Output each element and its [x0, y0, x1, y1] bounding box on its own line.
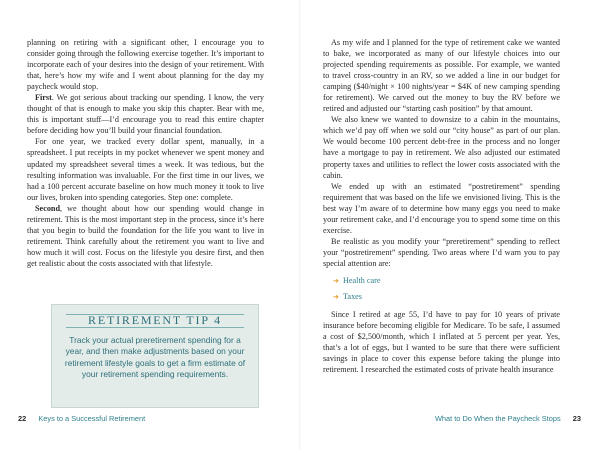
right-paragraph-5: Since I retired at age 55, I’d have to pay for 10 years of private insurance before becoming eligible for Medicare. To be safe, I assumed a cost of $2,500/month, which I inflated at 5 percent per year. Yes, that’s a lot of eggs, but I wanted to be sure that there were sufficient savings in place to cover this expense before taking the plunge into retirement. I researched the estimated costs of private health insurance — [323, 309, 560, 375]
right-paragraph-3: We ended up with an estimated “postretirement” spending requirement that was based on the life we envisioned living. This is the best way I’m aware of to determine how many eggs you need to make your retirement cake, and I’d encourage you to spend some time on this exercise. — [323, 181, 560, 235]
right-footer — [435, 414, 581, 423]
bullet-list — [333, 273, 560, 305]
right-page — [300, 0, 600, 450]
left-page-number: 22 — [18, 414, 27, 423]
lead-first: First — [35, 93, 52, 103]
right-page-number: 23 — [572, 414, 581, 423]
left-text-column — [27, 37, 264, 269]
arrow-bullet-icon: ➜ — [333, 292, 339, 301]
left-paragraph-4-text: , we thought about how our spending would change in retirement. This is the most important step in the process, since it’s here that you begin to build the foundation for the life you want to live in retirement. Think carefully about the retirement you want to live and how much it will cost. Focus on the lifestyle you desire first, and then get realistic about the costs associated with that lifestyle. — [27, 203, 264, 268]
left-running-head: Keys to a Successful Retirement — [38, 414, 146, 423]
left-paragraph-1: planning on retiring with a significant other, I encourage you to consider going through the following exercise together. It’s important to incorporate each of your desires into the design of your retirement. With that, here’s how my wife and I went about planning for the day my paycheck would stop. — [27, 38, 264, 92]
tip-text: Track your actual preretirement spending for a year, and then make adjustments based on your retirement lifestyle goals to get a firm estimate of your retirement spending requirements. — [64, 335, 246, 380]
left-paragraph-2-text: . We got serious about tracking our spending. I know, the very thought of that is enough to make you skip this chapter. Bear with me, this is important stuff—I’d encourage you to read this entire chapter before deciding how you’ll build your financial foundation. — [27, 93, 264, 136]
right-text-column — [323, 37, 560, 375]
arrow-bullet-icon: ➜ — [333, 276, 339, 285]
right-paragraph-1: As my wife and I planned for the type of retirement cake we wanted to bake, we incorporated as many of our lifestyle choices into our projected spending requirements as possible. For example, we wanted to travel cross-country in an RV, so we added a line in our budget for camping ($40/night × 100 nights/year = $4K of new camping spending for retirement). We carved out the money to buy the RV before we retired and adjusted our “starting cash position” by that amount. — [323, 38, 560, 114]
tip-title: RETIREMENT TIP 4 — [88, 313, 222, 327]
retirement-tip-box — [51, 304, 259, 408]
right-running-head: What to Do When the Paycheck Stops — [434, 414, 561, 423]
right-paragraph-4: Be realistic as you modify your “preretirement” spending to reflect your “postretirement” spending. Two areas where I’d warn you to pay special attention are: — [323, 236, 560, 268]
lead-second: Second — [35, 203, 61, 213]
left-footer — [18, 414, 145, 423]
list-item — [333, 273, 560, 289]
list-item — [333, 289, 560, 305]
tip-rule-bottom — [66, 327, 244, 328]
left-paragraph-4 — [27, 203, 264, 269]
bullet-health-care: Health care — [343, 275, 381, 285]
right-paragraph-2: We also knew we wanted to downsize to a cabin in the mountains, which we’d pay off when we sold our “city house” as part of our plan. We would become 100 percent debt-free in the process and no longer have a mortgage to pay in retirement. We also adjusted our estimated property taxes and utilities to reflect the lower costs associated with the cabin. — [323, 115, 560, 180]
left-paragraph-3: For one year, we tracked every dollar spent, manually, in a spreadsheet. I put receipts in my pocket whenever we spent money and updated my spreadsheet several times a week. It was tedious, but the resulting information was invaluable. For the first time in our lives, we had a 100 percent accurate baseline on how much money it took to live our lives, broken into spending categories. Step one: complete. — [27, 137, 264, 202]
left-paragraph-2 — [27, 92, 264, 136]
bullet-taxes: Taxes — [343, 291, 362, 301]
